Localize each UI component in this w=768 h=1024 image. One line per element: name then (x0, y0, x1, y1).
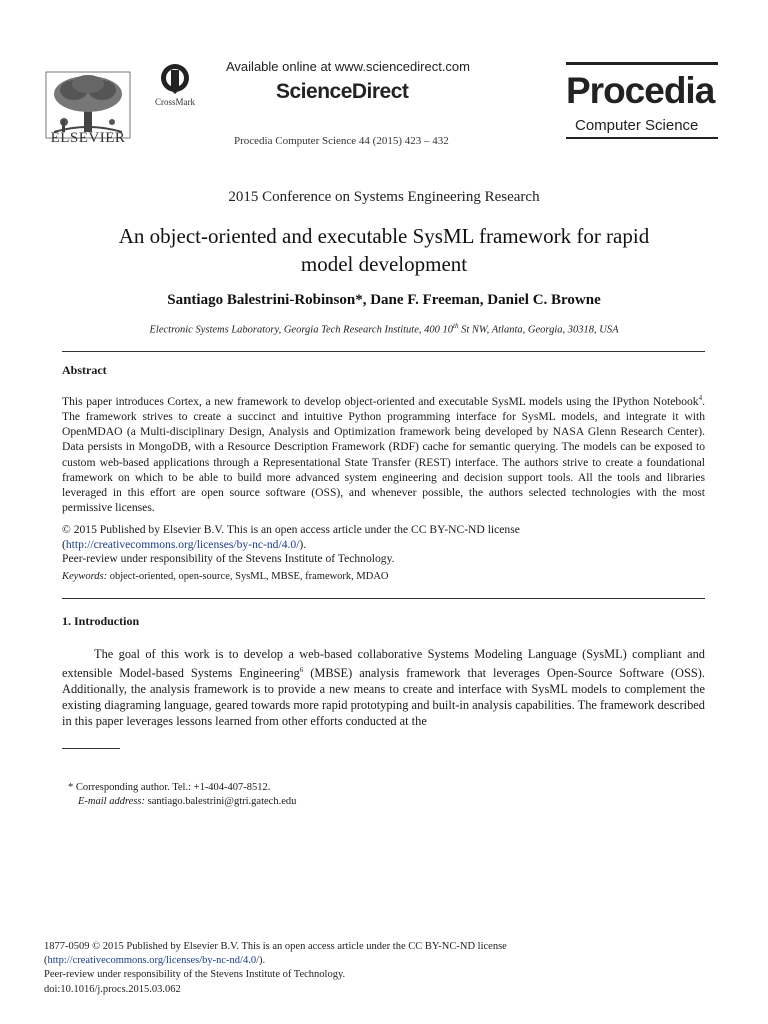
affiliation-after: St NW, Atlanta, Georgia, 30318, USA (458, 324, 619, 336)
introduction-heading: 1. Introduction (62, 614, 140, 628)
sciencedirect-logo[interactable]: ScienceDirect (276, 80, 409, 103)
bottom-link-close: ). (259, 955, 266, 967)
paper-title-line-2: model development (300, 252, 468, 276)
paper-title-line-1: An object-oriented and executable SysML framework for rapid (118, 224, 650, 248)
procedia-logo: Procedia (566, 70, 715, 111)
abstract-ref-1[interactable]: 4 (698, 394, 703, 402)
bottom-line-2 (44, 954, 644, 968)
available-online-text: Available online at www.sciencedirect.com (226, 59, 470, 74)
abstract-text (62, 391, 705, 515)
license-link[interactable]: http://creativecommons.org/licenses/by-nc-nd/4.0/ (65, 537, 300, 551)
procedia-rule-top (566, 62, 718, 65)
introduction-text (62, 646, 705, 729)
introduction-ref-1[interactable]: 6 (299, 666, 304, 674)
keywords-values: object-oriented, open-source, SysML, MBSE, framework, MDAO (107, 571, 389, 582)
journal-reference: Procedia Computer Science 44 (2015) 423 – 432 (234, 135, 449, 147)
email-address[interactable]: santiago.balestrini@gtri.gatech.edu (144, 796, 297, 807)
bottom-line-3: Peer-review under responsibility of the Stevens Institute of Technology. (44, 969, 346, 981)
bottom-link-open: ( (44, 955, 48, 967)
keywords (62, 571, 705, 582)
divider-top (62, 351, 705, 352)
procedia-rule-bottom (566, 137, 718, 139)
introduction-text-2: (MBSE) analysis framework that leverages Open-Source Software (OSS). Additionally, the analysis framework is to provide a new means to create and interface with SysML models to complement the existing diagraming language, geared towards more rapid prototyping and built-in analysis capabilities. The framework described in this paper leverages lessons learned from other efforts conducted at the (62, 666, 705, 729)
divider-bottom (62, 598, 705, 599)
authors: Santiago Balestrini-Robinson*, Dane F. Freeman, Daniel C. Browne (167, 292, 601, 308)
abstract-text-2: . The framework strives to create a succinct and intuitive Python programming interface for SysML models, and integrate it with OpenMDAO (a Multi-disciplinary Design, Analysis and Optimization framework being developed by NASA Glenn Research Center). Data persists in MongoDB, with a Resource Description Framework (RDF) cache for semantic querying. The models can be exposed to custom web-based applications through a Representational State Transfer (REST) interface. The authors strive to create a foundational framework on which to be able to build more advanced system engineering and decision support tools. All the tools and libraries leveraged in this effort are open source software (OSS), and whenever possible, the authors selected technologies with the most permissive licenses. (62, 394, 705, 515)
license-line-3: Peer-review under responsibility of the Stevens Institute of Technology. (62, 552, 395, 565)
footnote-corresponding: * Corresponding author. Tel.: +1-404-407-8512. (68, 782, 271, 793)
bottom-publication-info (44, 940, 644, 997)
bottom-line-1: 1877-0509 © 2015 Published by Elsevier B.V. This is an open access article under the CC BY-NC-ND license (44, 941, 507, 952)
license-link-open: ( (62, 537, 66, 551)
keywords-label: Keywords: (62, 571, 108, 582)
conference-name: 2015 Conference on Systems Engineering Research (228, 189, 540, 205)
email-label: E-mail address: (78, 796, 145, 807)
procedia-subtitle: Computer Science (575, 117, 699, 134)
publisher-name: ELSEVIER (50, 130, 126, 146)
crossmark-label: CrossMark (155, 97, 195, 107)
abstract-text-1: This paper introduces Cortex, a new framework to develop object-oriented and executable SysML models using the IPython Notebook (62, 394, 699, 408)
affiliation-sup: th (453, 322, 459, 330)
license-link-close: ). (299, 537, 307, 551)
license-line-1: © 2015 Published by Elsevier B.V. This is an open access article under the CC BY-NC-ND license (62, 523, 520, 536)
affiliation (0, 322, 768, 336)
footnote-rule (62, 748, 120, 749)
abstract-heading: Abstract (62, 363, 107, 377)
paper-title (60, 222, 708, 278)
introduction-text-1: The goal of this work is to develop a web-based collaborative Systems Modeling Language (SysML) compliant and extensible Model-based Systems Engineering (62, 647, 705, 681)
affiliation-before: Electronic Systems Laboratory, Georgia Tech Research Institute, 400 10 (149, 324, 453, 336)
doi[interactable]: doi:10.1016/j.procs.2015.03.062 (44, 983, 181, 995)
license-block (62, 523, 705, 567)
license-line-2 (62, 538, 705, 553)
crossmark-icon[interactable] (152, 62, 198, 98)
footnote-email (78, 796, 296, 807)
bottom-license-link[interactable]: http://creativecommons.org/licenses/by-nc-nd/4.0/ (47, 955, 260, 967)
